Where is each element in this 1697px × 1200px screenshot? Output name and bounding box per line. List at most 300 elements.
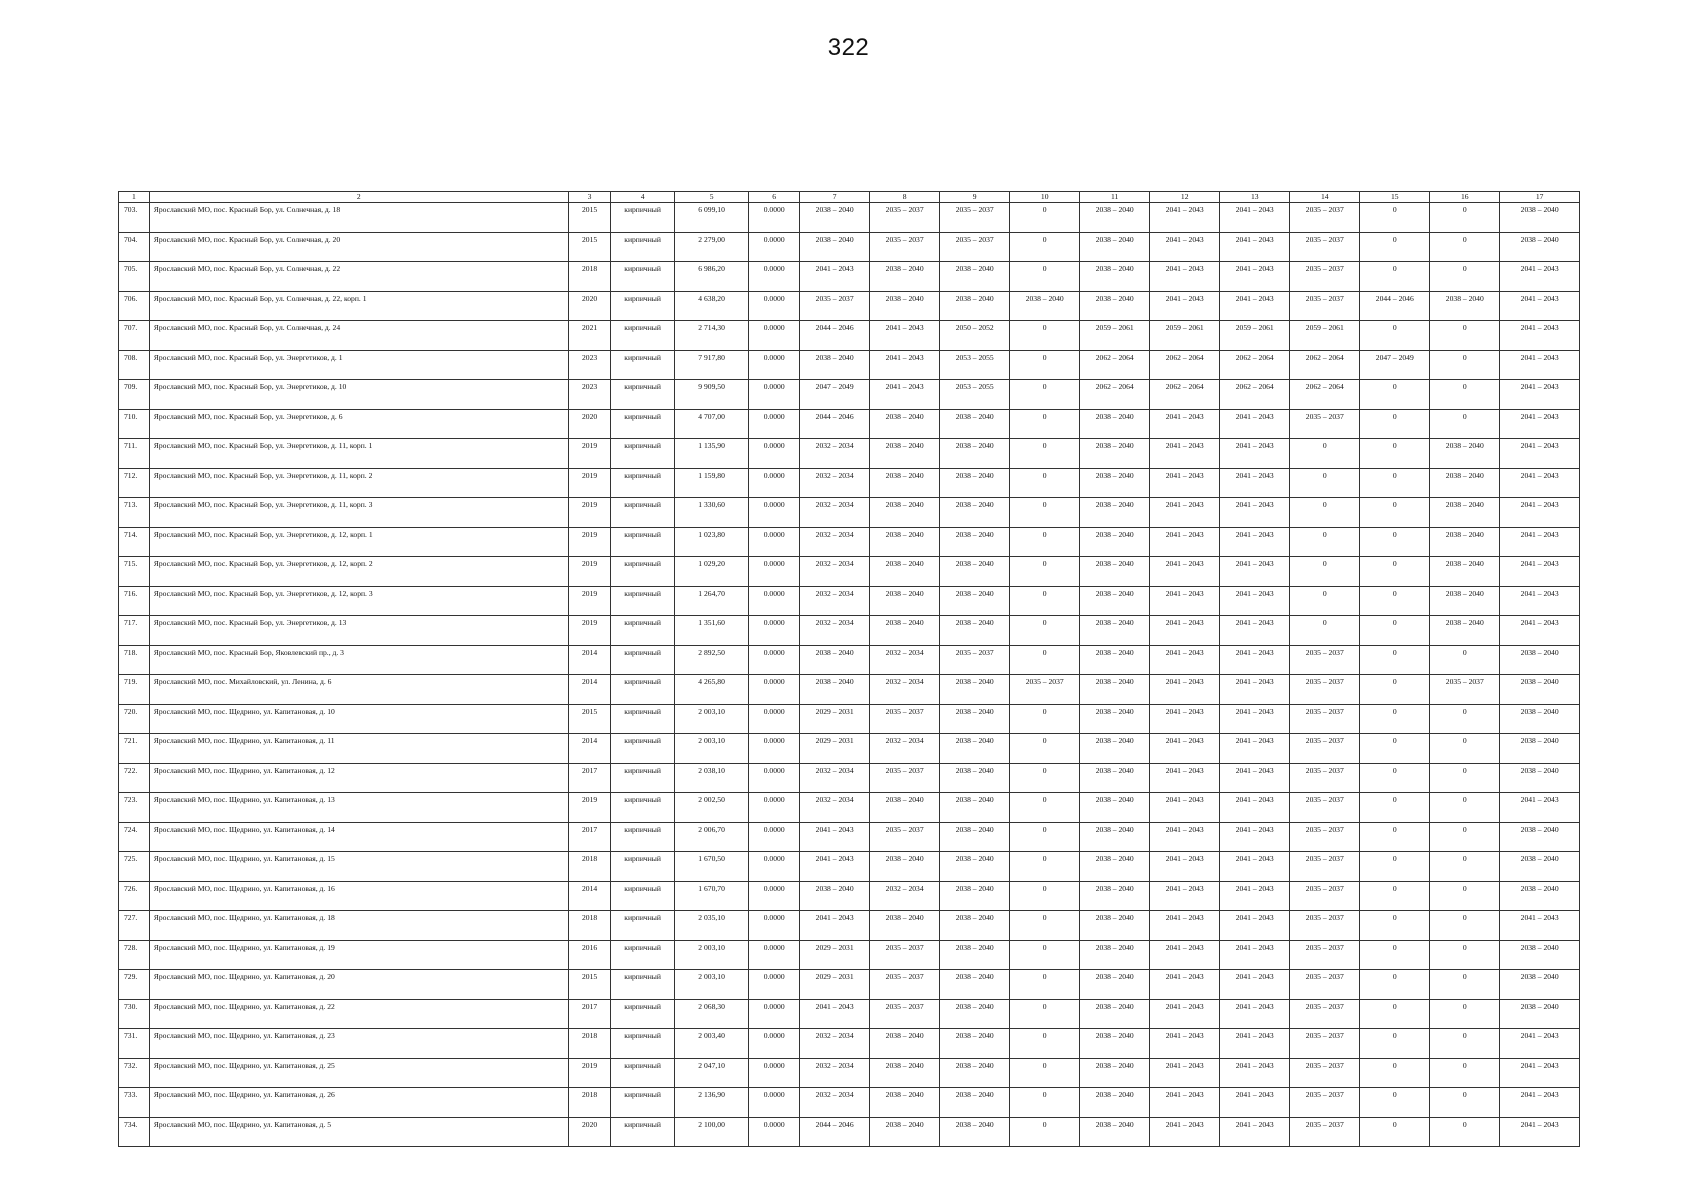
table-cell: 0 <box>1010 409 1080 439</box>
table-cell: 0 <box>1360 468 1430 498</box>
table-cell: 2035 – 2037 <box>1290 793 1360 823</box>
table-cell: 2 136,90 <box>674 1088 748 1118</box>
table-cell: 2019 <box>568 586 610 616</box>
table-cell: кирпичный <box>611 409 675 439</box>
table-cell: 0 <box>1010 734 1080 764</box>
table-cell: 0 <box>1430 262 1500 292</box>
table-cell: 0 <box>1430 1029 1500 1059</box>
table-cell: 2038 – 2040 <box>1080 1088 1150 1118</box>
table-cell: 0.0000 <box>749 881 800 911</box>
table-cell: 2035 – 2037 <box>870 999 940 1029</box>
table-cell: кирпичный <box>611 498 675 528</box>
table-cell: 2041 – 2043 <box>1150 1117 1220 1147</box>
table-cell: 0 <box>1010 999 1080 1029</box>
table-cell: 0 <box>1430 1058 1500 1088</box>
table-cell: 2035 – 2037 <box>1290 409 1360 439</box>
table-cell: 2041 – 2043 <box>1150 291 1220 321</box>
table-row <box>119 763 1580 793</box>
table-cell: 2053 – 2055 <box>940 380 1010 410</box>
table-cell: 2062 – 2064 <box>1290 350 1360 380</box>
table-cell: кирпичный <box>611 527 675 557</box>
table-cell: 2035 – 2037 <box>1290 291 1360 321</box>
table-cell: 2041 – 2043 <box>1500 911 1580 941</box>
table-cell: 2038 – 2040 <box>1500 970 1580 1000</box>
table-cell: 2044 – 2046 <box>1360 291 1430 321</box>
address-cell: Ярославский МО, пос. Щедрино, ул. Капитановая, д. 23 <box>149 1029 568 1059</box>
table-cell: 0.0000 <box>749 498 800 528</box>
table-cell: 2041 – 2043 <box>1220 763 1290 793</box>
table-row <box>119 439 1580 469</box>
table-cell: 2029 – 2031 <box>800 704 870 734</box>
table-cell: 2 714,30 <box>674 321 748 351</box>
table-cell: 2035 – 2037 <box>940 203 1010 233</box>
table-cell: 0 <box>1010 793 1080 823</box>
table-row <box>119 793 1580 823</box>
table-cell: 0 <box>1010 321 1080 351</box>
address-cell: Ярославский МО, пос. Красный Бор, ул. Энергетиков, д. 12, корп. 1 <box>149 527 568 557</box>
table-cell: 2038 – 2040 <box>1500 704 1580 734</box>
table-cell: 2041 – 2043 <box>1220 734 1290 764</box>
table-cell: 0.0000 <box>749 940 800 970</box>
table-cell: 0.0000 <box>749 350 800 380</box>
table-cell: 2035 – 2037 <box>1290 232 1360 262</box>
table-cell: 2035 – 2037 <box>1290 999 1360 1029</box>
address-cell: Ярославский МО, пос. Красный Бор, ул. Солнечная, д. 18 <box>149 203 568 233</box>
table-cell: 2041 – 2043 <box>1150 881 1220 911</box>
row-number-cell: 730. <box>119 999 150 1029</box>
table-cell: 2038 – 2040 <box>940 970 1010 1000</box>
table-cell: 0 <box>1290 439 1360 469</box>
table-cell: 2035 – 2037 <box>940 232 1010 262</box>
table-cell: 2032 – 2034 <box>800 1058 870 1088</box>
table-cell: 0.0000 <box>749 203 800 233</box>
table-cell: кирпичный <box>611 586 675 616</box>
table-cell: 0 <box>1430 793 1500 823</box>
column-header: 8 <box>870 192 940 203</box>
table-cell: 2035 – 2037 <box>1290 822 1360 852</box>
table-cell: 0 <box>1360 321 1430 351</box>
table-cell: 2019 <box>568 557 610 587</box>
table-cell: 2041 – 2043 <box>800 262 870 292</box>
table-cell: 0.0000 <box>749 468 800 498</box>
table-cell: кирпичный <box>611 468 675 498</box>
table-cell: 2041 – 2043 <box>1220 822 1290 852</box>
table-cell: 0.0000 <box>749 616 800 646</box>
table-cell: 2032 – 2034 <box>870 675 940 705</box>
table-cell: 0 <box>1010 616 1080 646</box>
table-cell: 2035 – 2037 <box>1290 203 1360 233</box>
row-number-cell: 717. <box>119 616 150 646</box>
column-header: 11 <box>1080 192 1150 203</box>
table-row <box>119 940 1580 970</box>
table-cell: 0 <box>1360 645 1430 675</box>
table-cell: 2032 – 2034 <box>800 586 870 616</box>
table-cell: кирпичный <box>611 940 675 970</box>
row-number-cell: 722. <box>119 763 150 793</box>
table-cell: 0.0000 <box>749 675 800 705</box>
table-cell: 2044 – 2046 <box>800 409 870 439</box>
table-cell: 2041 – 2043 <box>1150 527 1220 557</box>
table-cell: 2018 <box>568 262 610 292</box>
table-cell: 2041 – 2043 <box>1150 852 1220 882</box>
table-cell: 2038 – 2040 <box>1430 468 1500 498</box>
table-cell: 2038 – 2040 <box>1080 291 1150 321</box>
table-cell: 2038 – 2040 <box>940 704 1010 734</box>
table-cell: 2038 – 2040 <box>1500 881 1580 911</box>
table-cell: кирпичный <box>611 557 675 587</box>
table-cell: 2041 – 2043 <box>1220 970 1290 1000</box>
table-cell: 0 <box>1430 763 1500 793</box>
table-cell: 2021 <box>568 321 610 351</box>
table-cell: 2038 – 2040 <box>1080 468 1150 498</box>
table-cell: 2041 – 2043 <box>1150 970 1220 1000</box>
table-cell: 0 <box>1430 321 1500 351</box>
table-cell: 0 <box>1360 704 1430 734</box>
table-cell: 2041 – 2043 <box>1220 999 1290 1029</box>
address-cell: Ярославский МО, пос. Красный Бор, ул. Солнечная, д. 24 <box>149 321 568 351</box>
table-cell: 2041 – 2043 <box>1220 232 1290 262</box>
table-cell: 2038 – 2040 <box>1500 940 1580 970</box>
row-number-cell: 713. <box>119 498 150 528</box>
table-cell: 2041 – 2043 <box>1500 321 1580 351</box>
table-cell: 2041 – 2043 <box>1220 793 1290 823</box>
table-cell: 2041 – 2043 <box>1220 439 1290 469</box>
table-cell: 2015 <box>568 970 610 1000</box>
table-cell: 2032 – 2034 <box>870 734 940 764</box>
table-body <box>119 203 1580 1147</box>
table-cell: 2038 – 2040 <box>1430 291 1500 321</box>
table-cell: кирпичный <box>611 350 675 380</box>
table-cell: 2041 – 2043 <box>1220 1117 1290 1147</box>
table-cell: 0.0000 <box>749 999 800 1029</box>
table-cell: 2032 – 2034 <box>800 763 870 793</box>
table-cell: 2041 – 2043 <box>1150 1029 1220 1059</box>
table-cell: 2 003,10 <box>674 734 748 764</box>
table-cell: 2038 – 2040 <box>1080 616 1150 646</box>
address-cell: Ярославский МО, пос. Щедрино, ул. Капитановая, д. 16 <box>149 881 568 911</box>
table-cell: 0.0000 <box>749 557 800 587</box>
table-cell: 0 <box>1430 881 1500 911</box>
row-number-cell: 727. <box>119 911 150 941</box>
address-cell: Ярославский МО, пос. Красный Бор, ул. Солнечная, д. 22 <box>149 262 568 292</box>
table-cell: 0.0000 <box>749 645 800 675</box>
table-cell: 2038 – 2040 <box>870 291 940 321</box>
table-cell: 2018 <box>568 1029 610 1059</box>
address-cell: Ярославский МО, пос. Щедрино, ул. Капитановая, д. 20 <box>149 970 568 1000</box>
table-cell: 0 <box>1430 645 1500 675</box>
table-cell: 0.0000 <box>749 321 800 351</box>
table-cell: 9 909,50 <box>674 380 748 410</box>
table-cell: 0 <box>1430 350 1500 380</box>
table-cell: 0.0000 <box>749 232 800 262</box>
table-cell: 2 100,00 <box>674 1117 748 1147</box>
table-cell: 2035 – 2037 <box>1290 1088 1360 1118</box>
row-number-cell: 731. <box>119 1029 150 1059</box>
table-cell: кирпичный <box>611 203 675 233</box>
table-cell: 2035 – 2037 <box>1010 675 1080 705</box>
address-cell: Ярославский МО, пос. Щедрино, ул. Капитановая, д. 5 <box>149 1117 568 1147</box>
table-cell: 0 <box>1360 852 1430 882</box>
table-cell: 0 <box>1010 1088 1080 1118</box>
table-cell: кирпичный <box>611 763 675 793</box>
table-cell: 2038 – 2040 <box>1080 645 1150 675</box>
table-cell: 2016 <box>568 940 610 970</box>
table-cell: 0 <box>1430 232 1500 262</box>
row-number-cell: 715. <box>119 557 150 587</box>
table-cell: 2041 – 2043 <box>1220 527 1290 557</box>
table-cell: 2044 – 2046 <box>800 1117 870 1147</box>
row-number-cell: 729. <box>119 970 150 1000</box>
table-cell: 2041 – 2043 <box>1150 999 1220 1029</box>
row-number-cell: 725. <box>119 852 150 882</box>
table-cell: 2019 <box>568 439 610 469</box>
row-number-cell: 709. <box>119 380 150 410</box>
table-cell: 2032 – 2034 <box>870 645 940 675</box>
table-cell: 2041 – 2043 <box>1220 1088 1290 1118</box>
table-cell: 2032 – 2034 <box>870 881 940 911</box>
table-cell: 2038 – 2040 <box>1430 439 1500 469</box>
table-row <box>119 262 1580 292</box>
table-cell: 2035 – 2037 <box>1290 1058 1360 1088</box>
table-cell: 0 <box>1430 409 1500 439</box>
table-cell: 2038 – 2040 <box>800 350 870 380</box>
table-cell: 2062 – 2064 <box>1080 350 1150 380</box>
table-cell: 2038 – 2040 <box>1500 763 1580 793</box>
table-cell: 2059 – 2061 <box>1220 321 1290 351</box>
table-cell: 2038 – 2040 <box>940 940 1010 970</box>
table-cell: 0 <box>1010 498 1080 528</box>
address-cell: Ярославский МО, пос. Красный Бор, ул. Энергетиков, д. 12, корп. 3 <box>149 586 568 616</box>
table-cell: кирпичный <box>611 1117 675 1147</box>
table-cell: 0 <box>1360 940 1430 970</box>
table-cell: 0 <box>1430 852 1500 882</box>
table-cell: 2019 <box>568 1058 610 1088</box>
table-cell: 0 <box>1360 616 1430 646</box>
table-header-row <box>119 192 1580 203</box>
column-header: 13 <box>1220 192 1290 203</box>
table-cell: 2041 – 2043 <box>1220 557 1290 587</box>
address-cell: Ярославский МО, пос. Щедрино, ул. Капитановая, д. 19 <box>149 940 568 970</box>
table-cell: 2017 <box>568 822 610 852</box>
table-row <box>119 527 1580 557</box>
table-cell: 0.0000 <box>749 852 800 882</box>
table-cell: 1 135,90 <box>674 439 748 469</box>
table-cell: 2035 – 2037 <box>1290 645 1360 675</box>
table-cell: 0 <box>1360 911 1430 941</box>
column-header: 15 <box>1360 192 1430 203</box>
table-cell: 0 <box>1360 763 1430 793</box>
table-cell: 2041 – 2043 <box>1150 203 1220 233</box>
table-cell: 2015 <box>568 232 610 262</box>
table-cell: 2035 – 2037 <box>1290 262 1360 292</box>
table-row <box>119 321 1580 351</box>
table-cell: 2035 – 2037 <box>870 203 940 233</box>
table-cell: 0.0000 <box>749 527 800 557</box>
table-cell: 7 917,80 <box>674 350 748 380</box>
table-cell: 2035 – 2037 <box>870 970 940 1000</box>
table-row <box>119 999 1580 1029</box>
table-cell: 6 099,10 <box>674 203 748 233</box>
table-row <box>119 911 1580 941</box>
table-cell: кирпичный <box>611 439 675 469</box>
table-row <box>119 881 1580 911</box>
table-cell: 0 <box>1010 763 1080 793</box>
table-cell: 0 <box>1010 1117 1080 1147</box>
table-row <box>119 970 1580 1000</box>
table-cell: 2041 – 2043 <box>1500 1088 1580 1118</box>
table-cell: 2038 – 2040 <box>1080 763 1150 793</box>
table-cell: 2018 <box>568 911 610 941</box>
table-cell: 2038 – 2040 <box>1080 911 1150 941</box>
table-cell: 2038 – 2040 <box>940 1117 1010 1147</box>
table-cell: 4 707,00 <box>674 409 748 439</box>
table-cell: 0 <box>1360 999 1430 1029</box>
table-cell: 0 <box>1430 734 1500 764</box>
address-cell: Ярославский МО, пос. Щедрино, ул. Капитановая, д. 10 <box>149 704 568 734</box>
table-cell: 2041 – 2043 <box>1150 822 1220 852</box>
table-cell: 2038 – 2040 <box>870 527 940 557</box>
table-cell: 0 <box>1290 616 1360 646</box>
table-cell: 2018 <box>568 1088 610 1118</box>
table-cell: 2041 – 2043 <box>1500 291 1580 321</box>
table-cell: 2062 – 2064 <box>1290 380 1360 410</box>
table-cell: 2019 <box>568 616 610 646</box>
table-cell: 2062 – 2064 <box>1220 350 1290 380</box>
table-cell: 0 <box>1360 1117 1430 1147</box>
table-cell: кирпичный <box>611 380 675 410</box>
table-cell: кирпичный <box>611 1058 675 1088</box>
table-row <box>119 498 1580 528</box>
table-cell: 2041 – 2043 <box>1220 203 1290 233</box>
table-cell: кирпичный <box>611 822 675 852</box>
table-cell: кирпичный <box>611 232 675 262</box>
column-header: 2 <box>149 192 568 203</box>
table-cell: 2 003,10 <box>674 970 748 1000</box>
address-cell: Ярославский МО, пос. Щедрино, ул. Капитановая, д. 14 <box>149 822 568 852</box>
table-cell: 0 <box>1360 203 1430 233</box>
table-cell: 2041 – 2043 <box>1150 645 1220 675</box>
table-cell: 2041 – 2043 <box>1220 940 1290 970</box>
table-cell: 1 351,60 <box>674 616 748 646</box>
table-cell: 2047 – 2049 <box>1360 350 1430 380</box>
table-cell: 4 638,20 <box>674 291 748 321</box>
table-cell: 2062 – 2064 <box>1220 380 1290 410</box>
table-cell: 2041 – 2043 <box>870 350 940 380</box>
table-cell: 2035 – 2037 <box>870 940 940 970</box>
table-cell: 2038 – 2040 <box>800 881 870 911</box>
table-cell: 0 <box>1360 734 1430 764</box>
table-cell: 2038 – 2040 <box>940 852 1010 882</box>
table-cell: 2041 – 2043 <box>1150 734 1220 764</box>
table-cell: 2041 – 2043 <box>1150 616 1220 646</box>
table-row <box>119 409 1580 439</box>
table-cell: 2041 – 2043 <box>1500 409 1580 439</box>
table-cell: 2038 – 2040 <box>870 1088 940 1118</box>
row-number-cell: 716. <box>119 586 150 616</box>
table-cell: 2038 – 2040 <box>1080 881 1150 911</box>
table-cell: 2041 – 2043 <box>870 321 940 351</box>
table-cell: 2038 – 2040 <box>940 498 1010 528</box>
table-cell: 2041 – 2043 <box>1150 439 1220 469</box>
address-cell: Ярославский МО, пос. Щедрино, ул. Капитановая, д. 26 <box>149 1088 568 1118</box>
table-cell: 2038 – 2040 <box>870 557 940 587</box>
table-cell: 2041 – 2043 <box>870 380 940 410</box>
table-cell: 2041 – 2043 <box>1220 911 1290 941</box>
row-number-cell: 706. <box>119 291 150 321</box>
table-cell: 2032 – 2034 <box>800 498 870 528</box>
row-number-cell: 718. <box>119 645 150 675</box>
table-cell: 2035 – 2037 <box>1290 675 1360 705</box>
table-cell: 2041 – 2043 <box>1150 262 1220 292</box>
table-cell: 2041 – 2043 <box>1150 586 1220 616</box>
table-cell: 1 023,80 <box>674 527 748 557</box>
table-cell: 0.0000 <box>749 1088 800 1118</box>
table-cell: 2038 – 2040 <box>940 822 1010 852</box>
table-cell: 2014 <box>568 881 610 911</box>
table-cell: 2041 – 2043 <box>1150 409 1220 439</box>
table-cell: 2038 – 2040 <box>1080 439 1150 469</box>
table-cell: 2038 – 2040 <box>1080 498 1150 528</box>
address-cell: Ярославский МО, пос. Красный Бор, ул. Энергетиков, д. 11, корп. 3 <box>149 498 568 528</box>
table-cell: 2038 – 2040 <box>1500 852 1580 882</box>
table-cell: 2017 <box>568 763 610 793</box>
table-row <box>119 675 1580 705</box>
table-cell: 2038 – 2040 <box>1010 291 1080 321</box>
table-cell: 2014 <box>568 675 610 705</box>
table-cell: 2015 <box>568 704 610 734</box>
table-cell: 0 <box>1010 203 1080 233</box>
table-cell: 0 <box>1430 1088 1500 1118</box>
table-cell: 2041 – 2043 <box>1220 675 1290 705</box>
table-cell: 2041 – 2043 <box>800 911 870 941</box>
table-cell: 2 003,40 <box>674 1029 748 1059</box>
table-cell: 2038 – 2040 <box>870 409 940 439</box>
table-cell: 2019 <box>568 498 610 528</box>
table-cell: 2038 – 2040 <box>1500 675 1580 705</box>
table-cell: 2038 – 2040 <box>1080 232 1150 262</box>
table-cell: 2038 – 2040 <box>870 468 940 498</box>
table-cell: 2038 – 2040 <box>940 527 1010 557</box>
table-cell: 0 <box>1430 704 1500 734</box>
table-cell: 0.0000 <box>749 262 800 292</box>
table-cell: 0 <box>1290 527 1360 557</box>
table-cell: кирпичный <box>611 262 675 292</box>
table-cell: кирпичный <box>611 852 675 882</box>
table-cell: 2035 – 2037 <box>1290 1117 1360 1147</box>
table-cell: 0.0000 <box>749 586 800 616</box>
table-row <box>119 734 1580 764</box>
table-cell: 2038 – 2040 <box>1080 557 1150 587</box>
address-cell: Ярославский МО, пос. Михайловский, ул. Ленина, д. 6 <box>149 675 568 705</box>
table-cell: 0.0000 <box>749 380 800 410</box>
table-cell: 2041 – 2043 <box>1500 1058 1580 1088</box>
table-cell: 2038 – 2040 <box>1080 675 1150 705</box>
table-cell: 2038 – 2040 <box>1080 1058 1150 1088</box>
table-cell: 2038 – 2040 <box>1080 1117 1150 1147</box>
table-cell: 1 029,20 <box>674 557 748 587</box>
table-cell: 2038 – 2040 <box>1080 852 1150 882</box>
table-row <box>119 1058 1580 1088</box>
table-cell: 2038 – 2040 <box>940 586 1010 616</box>
row-number-cell: 712. <box>119 468 150 498</box>
table-cell: 2041 – 2043 <box>1500 1117 1580 1147</box>
table-cell: 2041 – 2043 <box>800 822 870 852</box>
table-cell: 0 <box>1360 498 1430 528</box>
address-cell: Ярославский МО, пос. Щедрино, ул. Капитановая, д. 12 <box>149 763 568 793</box>
table-cell: 0 <box>1360 439 1430 469</box>
table-cell: 2035 – 2037 <box>1290 763 1360 793</box>
table-cell: 2041 – 2043 <box>1500 262 1580 292</box>
